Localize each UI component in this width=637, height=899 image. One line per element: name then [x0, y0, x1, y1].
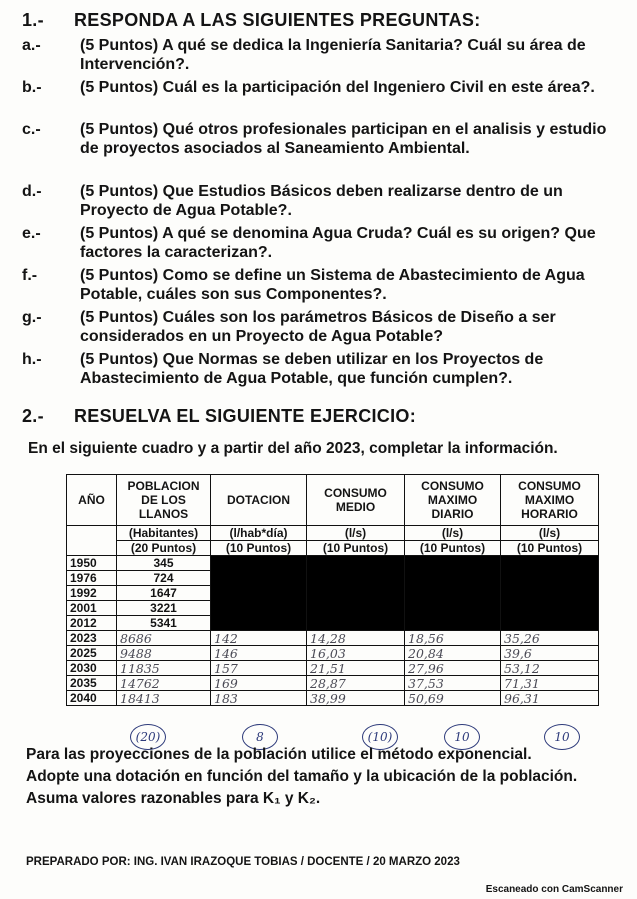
question-letter: a.-	[22, 37, 41, 54]
max-hourly-handwritten: 96,31	[501, 691, 599, 706]
population-cell: 724	[117, 571, 211, 586]
question-c	[22, 120, 620, 158]
scanner-watermark: Escaneado con CamScanner	[485, 884, 623, 895]
max-daily-handwritten: 27,96	[405, 661, 501, 676]
points-cell: (10 Puntos)	[405, 541, 501, 556]
question-letter: d.-	[22, 183, 42, 200]
grade-mark: 10	[444, 724, 480, 750]
question-letter: c.-	[22, 121, 41, 138]
grade-mark: 10	[544, 724, 580, 750]
instructions	[26, 744, 577, 810]
max-daily-handwritten: 37,53	[405, 676, 501, 691]
units-cell: (l/hab*día)	[211, 526, 307, 541]
population-cell: 3221	[117, 601, 211, 616]
section-1-heading	[22, 10, 481, 31]
question-letter: g.-	[22, 309, 42, 326]
max-hourly-handwritten: 71,31	[501, 676, 599, 691]
population-handwritten: 14762	[117, 676, 211, 691]
blacked-out-cell	[501, 556, 599, 631]
table-row	[67, 676, 599, 691]
units-cell: (l/s)	[501, 526, 599, 541]
table-units-row	[67, 526, 599, 541]
question-text: (5 Puntos) Cuál es la participación del Ingeniero Civil en este área?.	[80, 79, 595, 96]
grade-mark: (20)	[130, 724, 166, 750]
instruction-line: Adopte una dotación en función del tamaño y la ubicación de la población.	[26, 768, 578, 785]
header-avg-consumption: CONSUMO MEDIO	[307, 475, 405, 526]
question-e	[22, 224, 620, 262]
question-text: (5 Puntos) Que Estudios Básicos deben realizarse dentro de un Proyecto de Agua Potable?.	[80, 183, 563, 219]
question-letter: b.-	[22, 79, 42, 96]
year-cell: 2012	[67, 616, 117, 631]
table-row	[67, 556, 599, 571]
question-a	[22, 36, 620, 74]
units-cell: (l/s)	[405, 526, 501, 541]
points-cell: (10 Puntos)	[211, 541, 307, 556]
header-max-daily: CONSUMO MAXIMO DIARIO	[405, 475, 501, 526]
table-header-row	[67, 475, 599, 526]
points-cell: (10 Puntos)	[307, 541, 405, 556]
dotation-handwritten: 142	[211, 631, 307, 646]
prepared-by-footer: PREPARADO POR: ING. IVAN IRAZOQUE TOBIAS / DOCENTE / 20 MARZO 2023	[26, 856, 460, 868]
blacked-out-cell	[211, 556, 307, 631]
avg-consumption-handwritten: 28,87	[307, 676, 405, 691]
year-cell: 1992	[67, 586, 117, 601]
avg-consumption-handwritten: 38,99	[307, 691, 405, 706]
year-cell: 2035	[67, 676, 117, 691]
table-row	[67, 631, 599, 646]
blacked-out-cell	[405, 556, 501, 631]
population-cell: 1647	[117, 586, 211, 601]
header-max-hourly: CONSUMO MAXIMO HORARIO	[501, 475, 599, 526]
question-text: (5 Puntos) Cuáles son los parámetros Básicos de Diseño a ser considerados en un Proyecto de Agua Potable?	[80, 309, 556, 345]
question-b	[22, 78, 620, 97]
question-letter: e.-	[22, 225, 41, 242]
section-2-heading	[22, 406, 416, 427]
section-number: 1.-	[22, 10, 44, 30]
section-title: RESUELVA EL SIGUIENTE EJERCICIO:	[74, 406, 416, 426]
year-cell: 1976	[67, 571, 117, 586]
max-daily-handwritten: 50,69	[405, 691, 501, 706]
question-text: (5 Puntos) Como se define un Sistema de Abastecimiento de Agua Potable, cuáles son sus Componentes?.	[80, 267, 585, 303]
header-population: POBLACION DE LOS LLANOS	[117, 475, 211, 526]
population-cell: 345	[117, 556, 211, 571]
table-row	[67, 646, 599, 661]
question-text: (5 Puntos) A qué se dedica la Ingeniería Sanitaria? Cuál su área de Intervención?.	[80, 37, 586, 73]
max-daily-handwritten: 20,84	[405, 646, 501, 661]
year-cell: 2023	[67, 631, 117, 646]
population-handwritten: 9488	[117, 646, 211, 661]
question-text: (5 Puntos) A qué se denomina Agua Cruda? Cuál es su origen? Que factores la caracterizan?.	[80, 225, 596, 261]
population-handwritten: 8686	[117, 631, 211, 646]
population-handwritten: 11835	[117, 661, 211, 676]
instruction-line: Para las proyecciones de la población utilice el método exponencial.	[26, 746, 532, 763]
header-dotation: DOTACION	[211, 475, 307, 526]
question-letter: f.-	[22, 267, 38, 284]
question-h	[22, 350, 620, 388]
question-letter: h.-	[22, 351, 42, 368]
year-cell: 2025	[67, 646, 117, 661]
avg-consumption-handwritten: 21,51	[307, 661, 405, 676]
blacked-out-cell	[307, 556, 405, 631]
question-text: (5 Puntos) Qué otros profesionales participan en el analisis y estudio de proyectos asociados al Saneamiento Ambiental.	[80, 121, 607, 157]
question-f	[22, 266, 620, 304]
grade-mark: (10)	[362, 724, 398, 750]
max-daily-handwritten: 18,56	[405, 631, 501, 646]
units-cell: (l/s)	[307, 526, 405, 541]
year-cell: 2030	[67, 661, 117, 676]
dotation-handwritten: 146	[211, 646, 307, 661]
consumption-table	[66, 474, 599, 706]
instruction-line: Asuma valores razonables para K₁ y K₂.	[26, 790, 321, 807]
avg-consumption-handwritten: 16,03	[307, 646, 405, 661]
avg-consumption-handwritten: 14,28	[307, 631, 405, 646]
dotation-handwritten: 157	[211, 661, 307, 676]
units-cell: (Habitantes)	[117, 526, 211, 541]
section-number: 2.-	[22, 406, 44, 426]
year-cell: 1950	[67, 556, 117, 571]
table-row	[67, 691, 599, 706]
question-text: (5 Puntos) Que Normas se deben utilizar en los Proyectos de Abastecimiento de Agua Potable, que función cumplen?.	[80, 351, 544, 387]
table-row	[67, 661, 599, 676]
table-points-row	[67, 541, 599, 556]
population-handwritten: 18413	[117, 691, 211, 706]
question-g	[22, 308, 620, 346]
question-d	[22, 182, 620, 220]
dotation-handwritten: 183	[211, 691, 307, 706]
population-cell: 5341	[117, 616, 211, 631]
points-cell: (20 Puntos)	[117, 541, 211, 556]
points-cell: (10 Puntos)	[501, 541, 599, 556]
year-cell: 2001	[67, 601, 117, 616]
year-units-cell	[67, 526, 117, 556]
max-hourly-handwritten: 53,12	[501, 661, 599, 676]
exercise-intro: En el siguiente cuadro y a partir del año 2023, completar la información.	[28, 440, 558, 457]
grade-mark: 8	[242, 724, 278, 750]
header-year: AÑO	[67, 475, 117, 526]
dotation-handwritten: 169	[211, 676, 307, 691]
section-title: RESPONDA A LAS SIGUIENTES PREGUNTAS:	[74, 10, 481, 30]
year-cell: 2040	[67, 691, 117, 706]
max-hourly-handwritten: 35,26	[501, 631, 599, 646]
max-hourly-handwritten: 39,6	[501, 646, 599, 661]
